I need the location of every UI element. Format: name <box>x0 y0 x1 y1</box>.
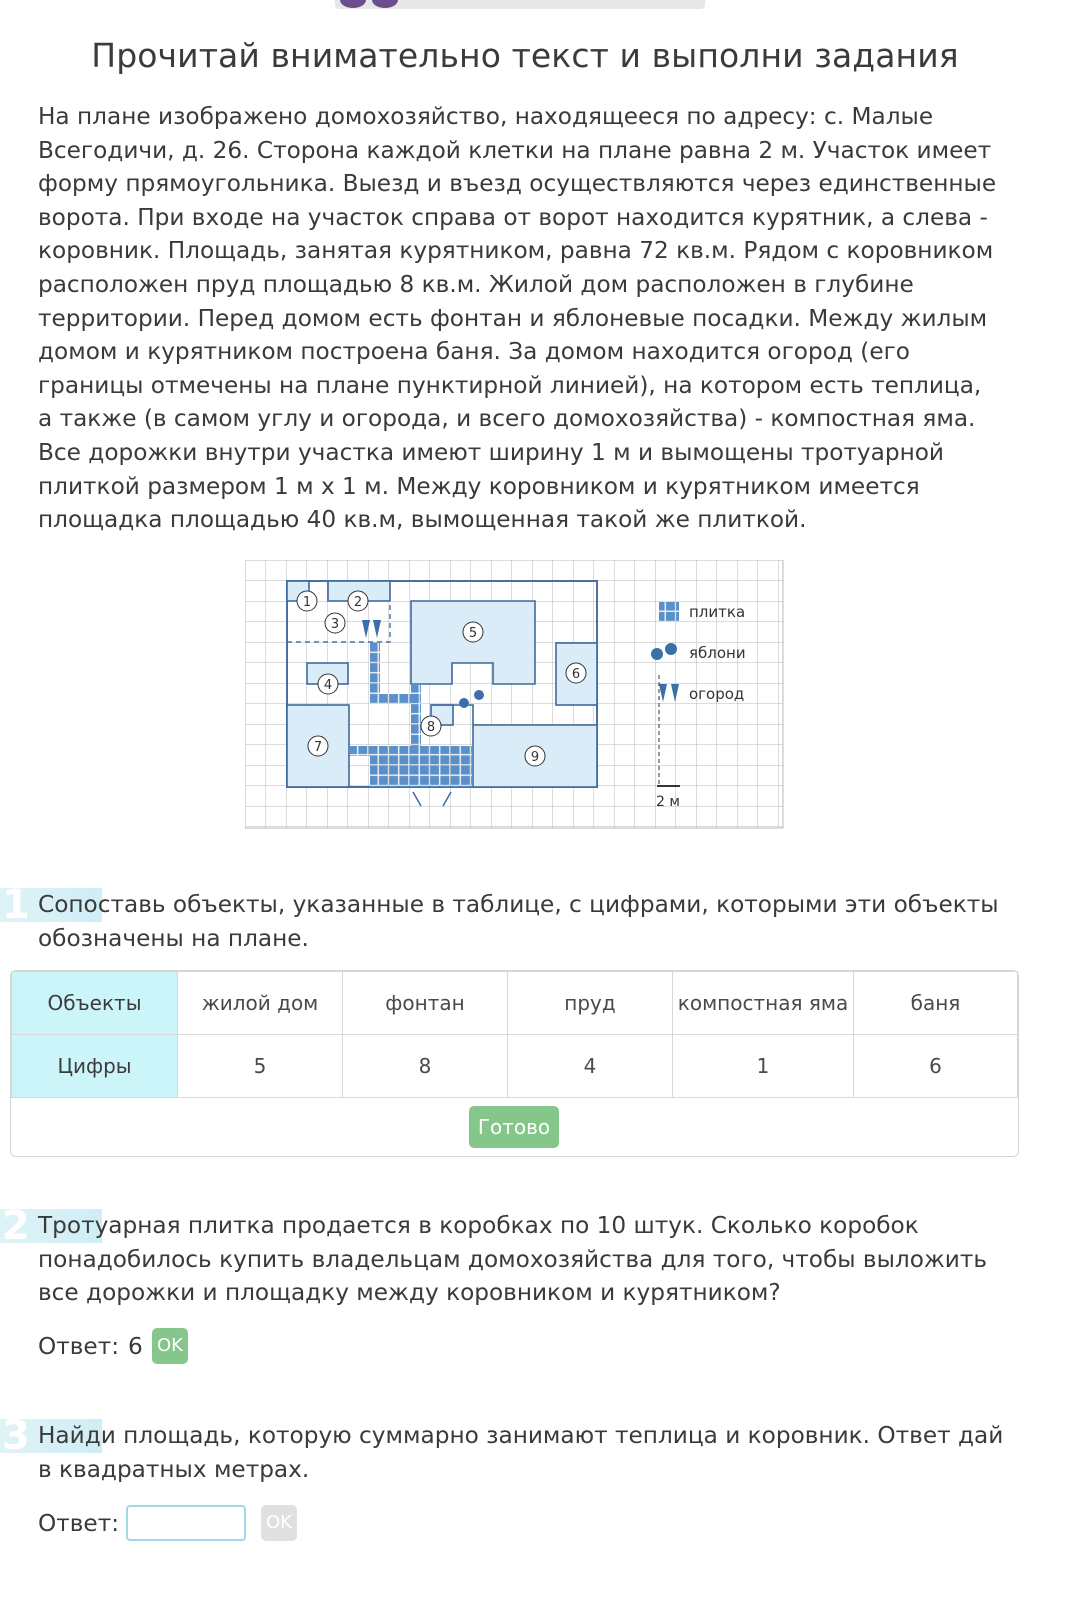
intro-line: а также (в самом углу и огорода, и всего домохозяйства) - компостная яма. <box>38 405 976 433</box>
tiled-area <box>370 756 473 787</box>
digit-cell[interactable]: 4 <box>508 1035 673 1098</box>
question-1-text <box>38 888 1023 955</box>
intro-paragraph <box>38 100 1018 537</box>
path-tiles <box>411 684 421 746</box>
legend-apple-label: яблони <box>689 644 746 662</box>
plan-label-1: 1 <box>302 595 312 610</box>
question-line: все дорожки и площадку между коровником и курятником? <box>38 1279 781 1307</box>
objects-header: Объекты <box>12 972 178 1035</box>
object-cell: компостная яма <box>673 972 854 1035</box>
apple-tree-icon <box>651 648 663 660</box>
ready-button[interactable]: Готово <box>469 1106 559 1148</box>
intro-line: На плане изображено домохозяйство, находящееся по адресу: с. Малые <box>38 103 934 130</box>
answer-value: 6 <box>128 1333 143 1360</box>
progress-dot-icon <box>372 0 398 8</box>
question-line: Тротуарная плитка продается в коробках по 10 штук. Сколько коробок <box>38 1212 919 1239</box>
plan-label-7: 7 <box>313 740 323 755</box>
answer-label: Ответ: <box>38 1510 120 1537</box>
question-number: 3 <box>0 1419 102 1453</box>
digit-cell[interactable]: 6 <box>854 1035 1018 1098</box>
answer-label: Ответ: <box>38 1333 120 1360</box>
tile-legend-icon <box>659 602 679 622</box>
digit-cell[interactable]: 1 <box>673 1035 854 1098</box>
intro-line: расположен пруд площадью 8 кв.м. Жилой дом расположен в глубине <box>38 270 914 298</box>
plan-label-2: 2 <box>353 595 363 610</box>
question-line: Сопоставь объекты, указанные в таблице, с цифрами, которыми эти объекты <box>38 891 999 918</box>
intro-line: ворота. При входе на участок справа от ворот находится курятник, а слева - <box>38 203 988 231</box>
question-2-text <box>38 1209 1023 1310</box>
question-line: понадобилось купить владельцам домохозяйства для того, чтобы выложить <box>38 1245 988 1273</box>
apple-tree-icon <box>474 690 484 700</box>
plan-label-6: 6 <box>571 667 581 682</box>
object-cell: баня <box>854 972 1018 1035</box>
progress-dot-icon <box>340 0 366 8</box>
intro-line: площадка площадью 40 кв.м, вымощенная такой же плиткой. <box>38 506 807 534</box>
scale-label: 2 м <box>656 794 680 810</box>
question-3-text <box>38 1419 1023 1486</box>
household-plan <box>245 560 785 830</box>
question-line: в квадратных метрах. <box>38 1455 310 1483</box>
question-line: обозначены на плане. <box>38 924 309 952</box>
intro-line: домом и курятником построена баня. За домом находится огород (его <box>38 338 910 366</box>
path-tiles <box>349 746 473 756</box>
ok-button[interactable]: OK <box>152 1328 188 1364</box>
plan-label-3: 3 <box>330 617 340 632</box>
legend-garden-label: огород <box>689 685 745 703</box>
intro-line: Все дорожки внутри участка имеют ширину 1 м и вымощены тротуарной <box>38 438 944 466</box>
question-number: 2 <box>0 1209 102 1243</box>
question-line: Найди площадь, которую суммарно занимают теплица и коровник. Ответ дай <box>38 1422 1004 1449</box>
question-number: 1 <box>0 888 102 922</box>
intro-line: границы отмечены на плане пунктирной линией), на котором есть теплица, <box>38 371 982 399</box>
ok-button[interactable]: OK <box>261 1505 297 1541</box>
apple-tree-icon <box>459 698 469 708</box>
plan-label-8: 8 <box>426 720 436 735</box>
page-title: Прочитай внимательно текст и выполни задания <box>91 36 959 75</box>
digits-header: Цифры <box>12 1035 178 1098</box>
object-cell: жилой дом <box>178 972 343 1035</box>
legend-tile-label: плитка <box>689 603 746 621</box>
intro-line: плиткой размером 1 м х 1 м. Между коровником и курятником имеется <box>38 472 920 500</box>
apple-tree-icon <box>665 643 677 655</box>
answer-input[interactable] <box>126 1505 246 1541</box>
matching-table <box>11 971 1018 1098</box>
intro-line: территории. Перед домом есть фонтан и яблоневые посадки. Между жилым <box>38 304 988 332</box>
top-progress-bar <box>335 0 705 9</box>
path-tiles <box>370 642 380 704</box>
intro-line: форму прямоугольника. Выезд и въезд осуществляются через единственные <box>38 170 997 198</box>
intro-line: коровник. Площадь, занятая курятником, равна 72 кв.м. Рядом с коровником <box>38 237 994 265</box>
object-cell: пруд <box>508 972 673 1035</box>
intro-line: Всегодичи, д. 26. Сторона каждой клетки на плане равна 2 м. Участок имеет <box>38 136 992 164</box>
object-cell: фонтан <box>343 972 508 1035</box>
plan-label-9: 9 <box>530 750 540 765</box>
plan-label-5: 5 <box>468 626 478 641</box>
digit-cell[interactable]: 5 <box>178 1035 343 1098</box>
plan-label-4: 4 <box>323 678 333 693</box>
digit-cell[interactable]: 8 <box>343 1035 508 1098</box>
